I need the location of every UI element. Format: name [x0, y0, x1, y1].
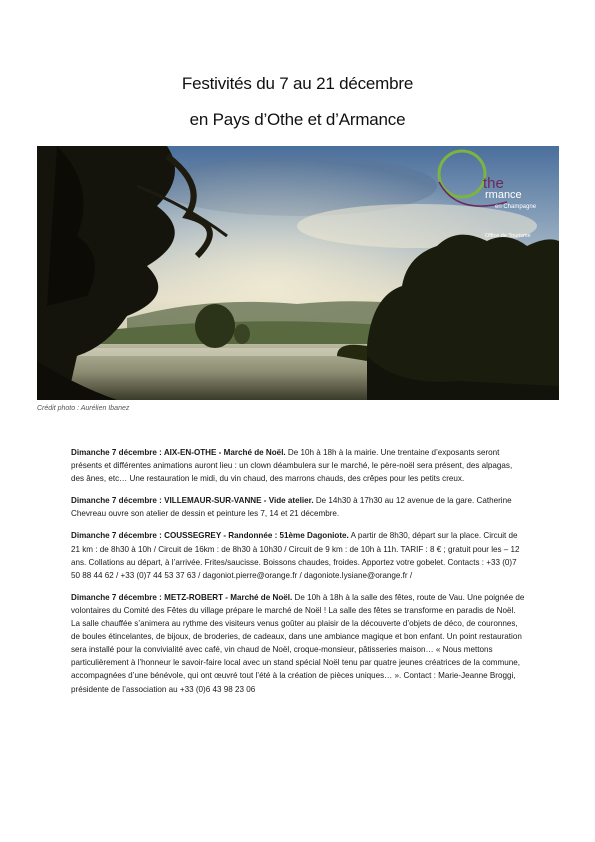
event-heading: Dimanche 7 décembre : METZ-ROBERT - Marché de Noël. [71, 592, 293, 602]
event-text: De 10h à 18h à la salle des fêtes, route de Vau. Une poignée de volontaires du Comité des Fêtes du village prépare le marché de Noël ! La salle des fêtes se transforme en paradis de Noël. La salle chauffée s’animera au rythme des visiteurs venus goûter au plaisir de la découverte d’objets de déco, de couronnes, de boules étincelantes, de bijoux, de broderies, de cadeaux, dans une ambiance magique et bon enfant. Un point restauration sera installé pour la convivialité avec café, vin chaud de Noël, croque-monsieur, pâtisseries maison… « Nous mettons particulièrement à l’honneur le savoir-faire local avec un stand spécial Noël tenu par quatre jeunes créatrices de la commune, accompagnées d’une bénévole, qui ont œuvré tout l’été à la création de pièces uniques… ». Contact : Marie-Jeanne Broggi, présidente de l’association au +33 (0)6 43 98 23 06 [71, 592, 525, 694]
logo-subtitle: en Champagne [495, 204, 537, 210]
event-heading: Dimanche 7 décembre : VILLEMAUR-SUR-VANNE - Vide atelier. [71, 496, 314, 506]
event-list [71, 446, 526, 705]
logo-word-1: the [483, 175, 504, 192]
event-paragraph [71, 529, 526, 581]
page-title-line-2: en Pays d’Othe et d’Armance [189, 110, 406, 129]
photo-credit: Crédit photo : Aurélien Ibanez [37, 405, 130, 412]
landscape-photo [37, 146, 559, 400]
logo-tagline: Office de Tourisme [485, 233, 531, 239]
page-title-line-1: Festivités du 7 au 21 décembre [181, 74, 414, 93]
event-heading: Dimanche 7 décembre : COUSSEGREY - Randonnée : 51ème Dagoniote. [71, 531, 349, 541]
logo-word-2: rmance [485, 189, 522, 201]
event-text: A partir de 8h30, départ sur la place. Circuit de 21 km : de 8h30 à 10h / Circuit de 16km : de 8h30 à 10h30 / Circuit de 9 km : de 10h à 11h. TARIF : 8 € ; gratuit pour les – 12 ans. Collations au départ, à l’arrivée. Frites/saucisse. Boissons chaudes, froides. Apportez votre gobelet. Contacts : +33 (0)7 50 88 44 62 / +33 (0)7 44 53 37 63 / dagoniot.pierre@orange.fr / dagoniote.lysiane@orange.fr / [71, 531, 520, 580]
event-paragraph [71, 446, 526, 485]
event-text: De 14h30 à 17h30 au 12 avenue de la gare. Catherine Chevreau ouvre son atelier de dessin et peinture les 7, 14 et 21 décembre. [71, 496, 512, 519]
event-text: De 10h à 18h à la mairie. Une trentaine d’exposants seront présents et différentes animations auront lieu : un clown déambulera sur le marché, le père-noël sera présent, des alpagas, des ânes, etc… Une restauration le midi, du vin chaud, des marrons chauds, des crêpes pour les petits creux. [71, 448, 513, 484]
event-paragraph [71, 591, 526, 696]
event-paragraph [71, 494, 526, 520]
event-heading: Dimanche 7 décembre : AIX-EN-OTHE - Marché de Noël. [71, 448, 286, 457]
